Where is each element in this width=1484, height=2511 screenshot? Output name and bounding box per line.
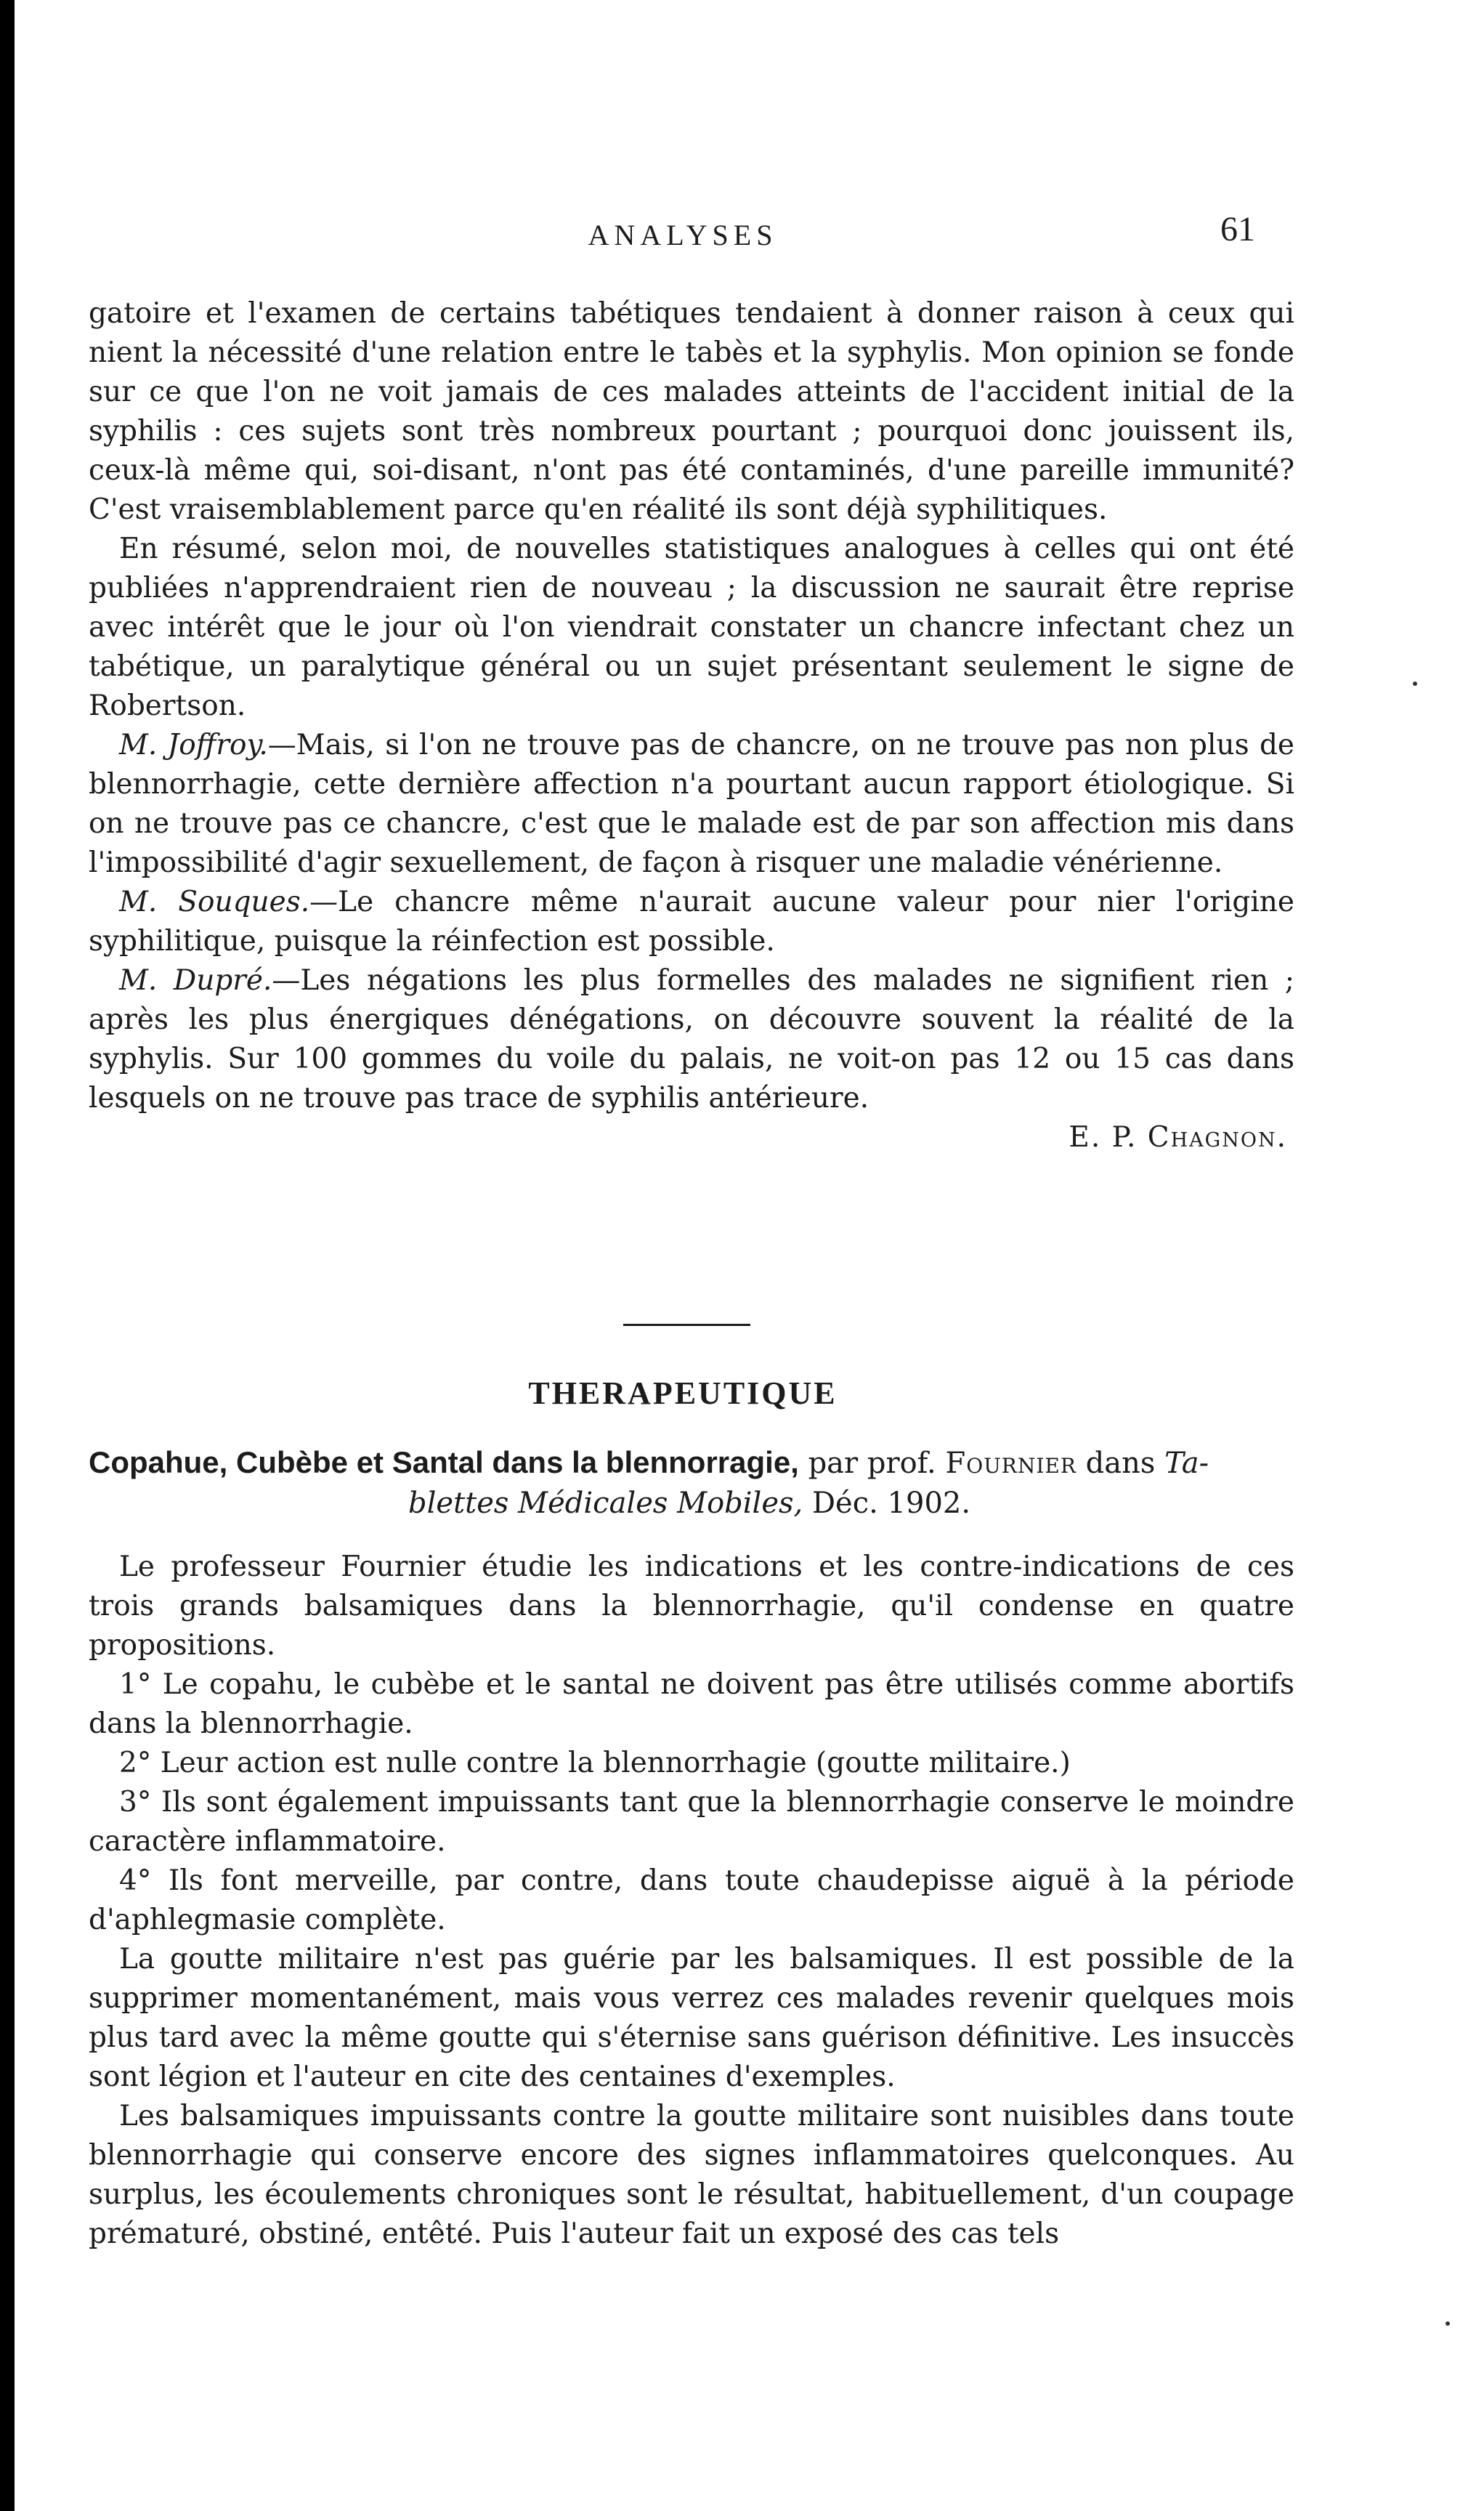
page-number: 61: [1220, 210, 1255, 248]
paragraph: Les balsamiques impuissants contre la goutte militaire sont nuisibles dans toute blennorrhagie qui conserve encore des signes inflammatoires quelconques. Au surplus, les écoulements chroniques sont le résultat, habituellement, d'un coupage prématuré, obstiné, entêté. Puis l'auteur fait un exposé des cas tels: [89, 2100, 1294, 2250]
signature: E. P. Chagnon.: [1069, 1121, 1287, 1154]
section-divider: [623, 1324, 750, 1326]
speaker-name: M. Souques.: [119, 886, 310, 918]
discussion-entry: [89, 726, 1294, 883]
paragraph: La goutte militaire n'est pas guérie par les balsamiques. Il est possible de la supprimer momentanément, mais vous verrez ces malades revenir quelques mois plus tard avec la même goutte qui s'éternise sans guérison définitive. Les insuccès sont légion et l'auteur en cite des centaines d'exemples.: [89, 1943, 1294, 2093]
scan-speck: [1446, 2321, 1450, 2326]
continued-text-block: [89, 294, 1294, 1157]
scan-speck: [1413, 682, 1417, 686]
speaker-name: M. Dupré.: [119, 964, 272, 997]
article-title: Copahue, Cubèbe et Santal dans la blennorragie,: [89, 1445, 799, 1479]
speaker-text: —Le chancre même n'aurait aucune valeur pour nier l'origine syphilitique, puisque la réinfection est possible.: [89, 886, 1294, 958]
paragraph: En résumé, selon moi, de nouvelles statistiques analogues à celles qui ont été publiées n'apprendraient rien de nouveau ; la discussion ne saurait être reprise avec intérêt que le jour où l'on viendrait constater un chancre infectant chez un tabétique, un paralytique général ou un sujet présentant seulement le signe de Robertson.: [89, 533, 1294, 722]
article-heading: [89, 1442, 1294, 1524]
article-author: Fournier: [945, 1447, 1076, 1480]
discussion-entry: [89, 961, 1294, 1118]
speaker-name: M. Joffroy.: [119, 729, 268, 761]
source-title-part1: Ta-: [1164, 1447, 1209, 1480]
article-body: [89, 1548, 1294, 2254]
list-item: 1° Le copahu, le cubèbe et le santal ne doivent pas être utilisés comme abortifs dans la blennorrhagie.: [89, 1668, 1294, 1740]
speaker-text: —Mais, si l'on ne trouve pas de chancre, on ne trouve pas non plus de blennorrhagie, cette dernière affection n'a pourtant aucun rapport étiologique. Si on ne trouve pas ce chancre, c'est que le malade est de par son affection mis dans l'impossibilité d'agir sexuellement, de façon à risquer une maladie vénérienne.: [89, 729, 1294, 879]
paragraph: Le professeur Fournier étudie les indications et les contre-indications de ces trois grands balsamiques dans la blennorrhagie, qu'il condense en quatre propositions.: [89, 1550, 1294, 1662]
list-item: 3° Ils sont également impuissants tant que la blennorrhagie conserve le moindre caractère inflammatoire.: [89, 1786, 1294, 1858]
speaker-text: —Les négations les plus formelles des malades ne signifient rien ; après les plus énergiques dénégations, on découvre souvent la réalité de la syphylis. Sur 100 gommes du voile du palais, ne voit-on pas 12 ou 15 cas dans lesquels on ne trouve pas trace de syphilis antérieure.: [89, 964, 1294, 1115]
byline-in: dans: [1076, 1447, 1165, 1480]
source-date: Déc. 1902.: [803, 1487, 971, 1520]
paragraph: gatoire et l'examen de certains tabétiques tendaient à donner raison à ceux qui nient la nécessité d'une relation entre le tabès et la syphylis. Mon opinion se fonde sur ce que l'on ne voit jamais de ces malades atteints de l'accident initial de la syphilis : ces sujets sont très nombreux pourtant ; pourquoi donc jouissent ils, ceux-là même qui, soi-disant, n'ont pas été contaminés, d'une pareille immunité? C'est vraisemblablement parce qu'en réalité ils sont déjà syphilitiques.: [89, 297, 1294, 526]
section-heading: THERAPEUTIQUE: [528, 1375, 838, 1411]
running-header: ANALYSES: [588, 219, 778, 251]
source-title-part2: blettes Médicales Mobiles,: [408, 1487, 803, 1520]
discussion-entry: [89, 883, 1294, 961]
list-item: 4° Ils font merveille, par contre, dans toute chaudepisse aiguë à la période d'aphlegmasie complète.: [89, 1864, 1294, 1936]
byline-prefix: par prof.: [798, 1447, 946, 1480]
list-item: 2° Leur action est nulle contre la blennorrhagie (goutte militaire.): [119, 1747, 1071, 1779]
